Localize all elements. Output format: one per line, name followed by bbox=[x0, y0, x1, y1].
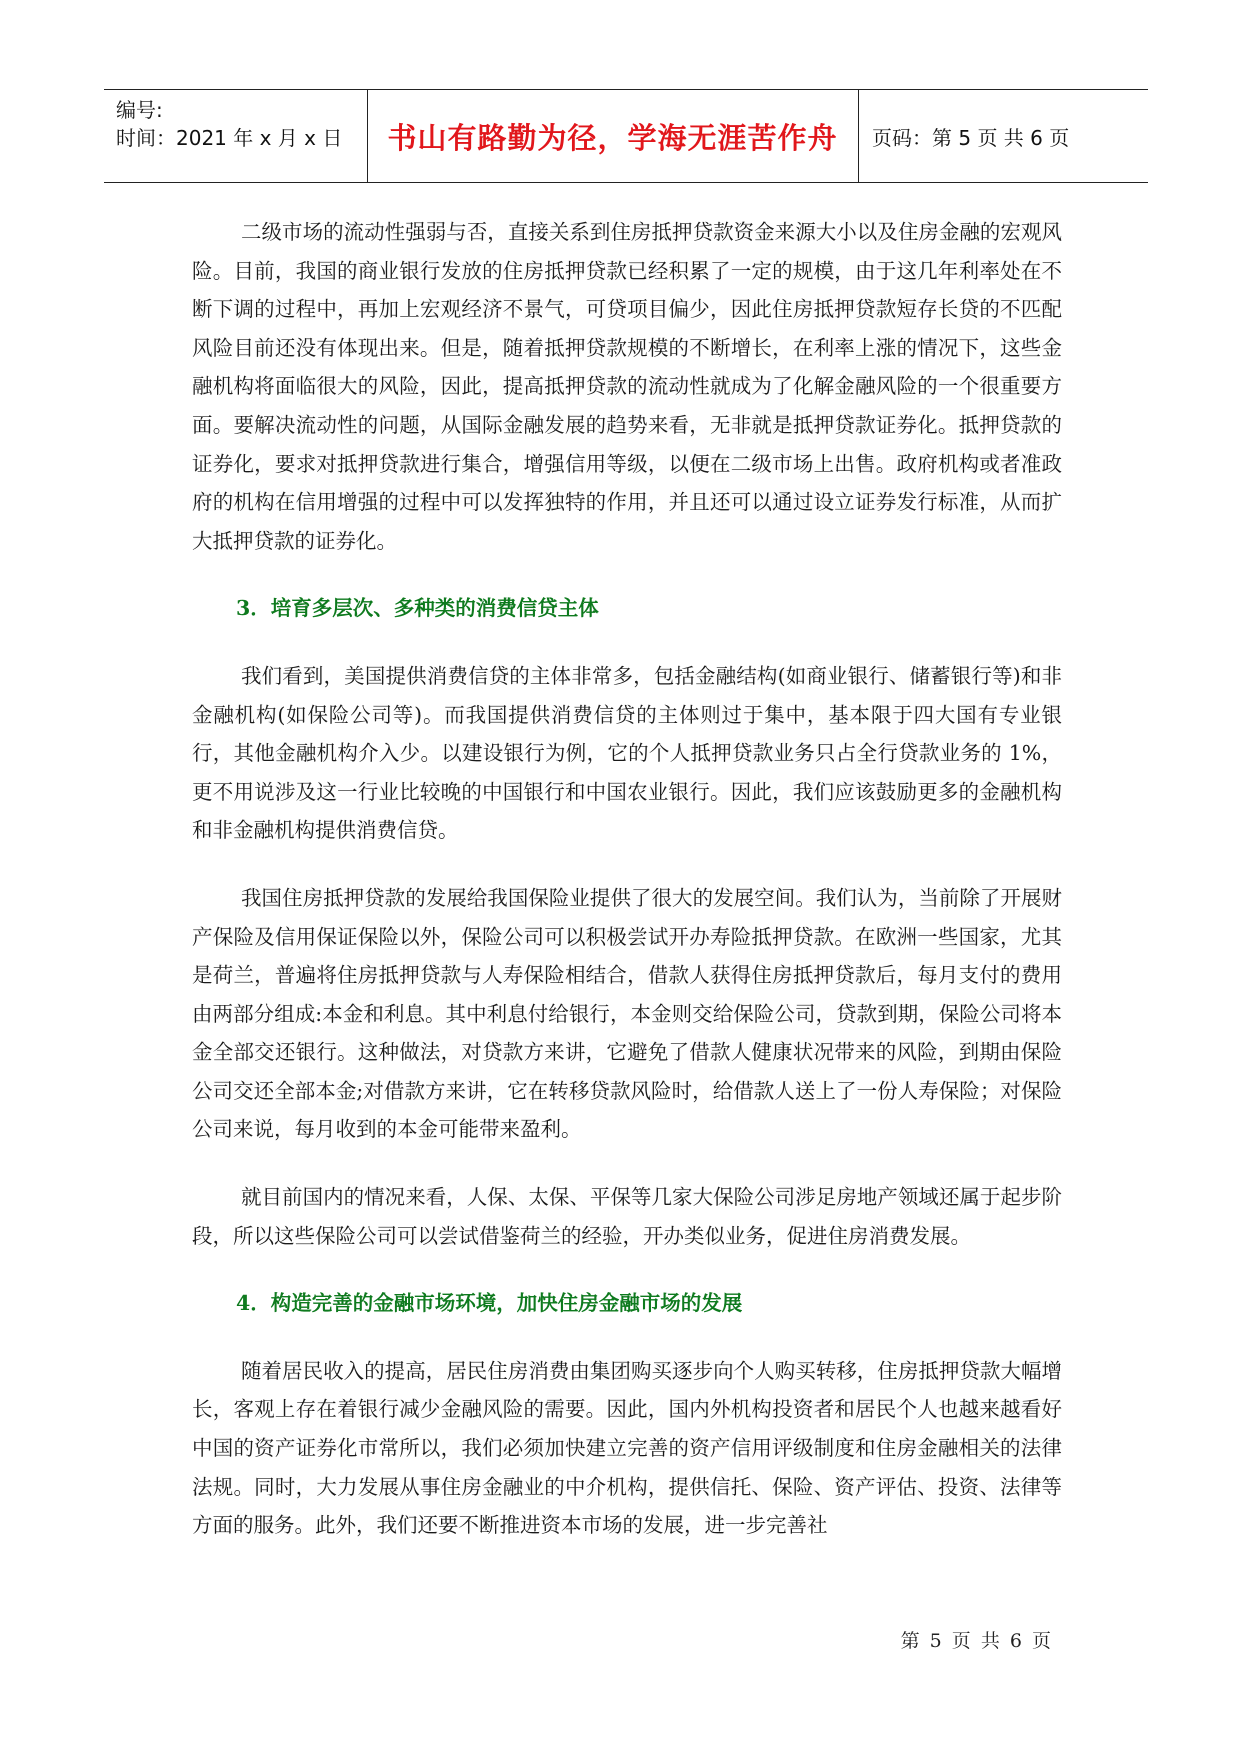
paragraph: 就目前国内的情况来看，人保、太保、平保等几家大保险公司涉足房地产领域还属于起步阶段，所以这些保险公司可以尝试借鉴荷兰的经验，开办类似业务，促进住房消费发展。 bbox=[192, 1185, 1062, 1248]
paragraph: 随着居民收入的提高，居民住房消费由集团购买逐步向个人购买转移，住房抵押贷款大幅增长，客观上存在着银行减少金融风险的需要。因此，国内外机构投资者和居民个人也越来越看好中国的资产证券化市常所以，我们必须加快建立完善的资产信用评级制度和住房金融相关的法律法规。同时，大力发展从事住房金融业的中介机构，提供信托、保险、资产评估、投资、法律等方面的服务。此外，我们还要不断推进资本市场的发展，进一步完善社 bbox=[192, 1358, 1062, 1538]
document-number: 编号: bbox=[116, 98, 163, 122]
paragraph: 我们看到，美国提供消费信贷的主体非常多，包括金融结构(如商业银行、储蓄银行等)和非金融机构(如保险公司等)。而我国提供消费信贷的主体则过于集中，基本限于四大国有专业银行，其他金融机构介入少。以建设银行为例，它的个人抵押贷款业务只占全行贷款业务的 1%，更不用说涉及这一行业比较晚的中国银行和中国农业银行。因此，我们应该鼓励更多的金融机构和非金融机构提供消费信贷。 bbox=[192, 663, 1062, 843]
header-divider-right bbox=[858, 90, 859, 182]
header-page-number: 页码：第 5 页 共 6 页 bbox=[872, 125, 1070, 150]
header-meta bbox=[116, 96, 342, 152]
section-heading-4: 4．构造完善的金融市场环境，加快住房金融市场的发展 bbox=[236, 1291, 743, 1316]
page-footer: 第 5 页 共 6 页 bbox=[900, 1630, 1053, 1652]
document-time: 时间：2021 年 x 月 x 日 bbox=[116, 126, 343, 150]
paragraph: 二级市场的流动性强弱与否，直接关系到住房抵押贷款资金来源大小以及住房金融的宏观风险。目前，我国的商业银行发放的住房抵押贷款已经积累了一定的规模，由于这几年利率处在不断下调的过程中，再加上宏观经济不景气，可贷项目偏少，因此住房抵押贷款短存长贷的不匹配风险目前还没有体现出来。但是，随着抵押贷款规模的不断增长，在利率上涨的情况下，这些金融机构将面临很大的风险，因此，提高抵押贷款的流动性就成为了化解金融风险的一个很重要方面。要解决流动性的问题，从国际金融发展的趋势来看，无非就是抵押贷款证券化。抵押贷款的证券化，要求对抵押贷款进行集合，增强信用等级，以便在二级市场上出售。政府机构或者准政府的机构在信用增强的过程中可以发挥独特的作用，并且还可以通过设立证券发行标准，从而扩大抵押贷款的证券化。 bbox=[192, 220, 1062, 553]
section-heading-3: 3．培育多层次、多种类的消费信贷主体 bbox=[236, 596, 599, 621]
page-header bbox=[104, 89, 1148, 183]
header-motto: 书山有路勤为径，学海无涯苦作舟 bbox=[387, 120, 838, 155]
document-body bbox=[192, 213, 1062, 1545]
paragraph: 我国住房抵押贷款的发展给我国保险业提供了很大的发展空间。我们认为，当前除了开展财产保险及信用保证保险以外，保险公司可以积极尝试开办寿险抵押贷款。在欧洲一些国家，尤其是荷兰，普遍将住房抵押贷款与人寿保险相结合，借款人获得住房抵押贷款后，每月支付的费用由两部分组成:本金和利息。其中利息付给银行，本金则交给保险公司，贷款到期，保险公司将本金全部交还银行。这种做法，对贷款方来讲，它避免了借款人健康状况带来的风险，到期由保险公司交还全部本金;对借款方来讲，它在转移贷款风险时，给借款人送上了一份人寿保险；对保险公司来说，每月收到的本金可能带来盈利。 bbox=[192, 885, 1062, 1142]
